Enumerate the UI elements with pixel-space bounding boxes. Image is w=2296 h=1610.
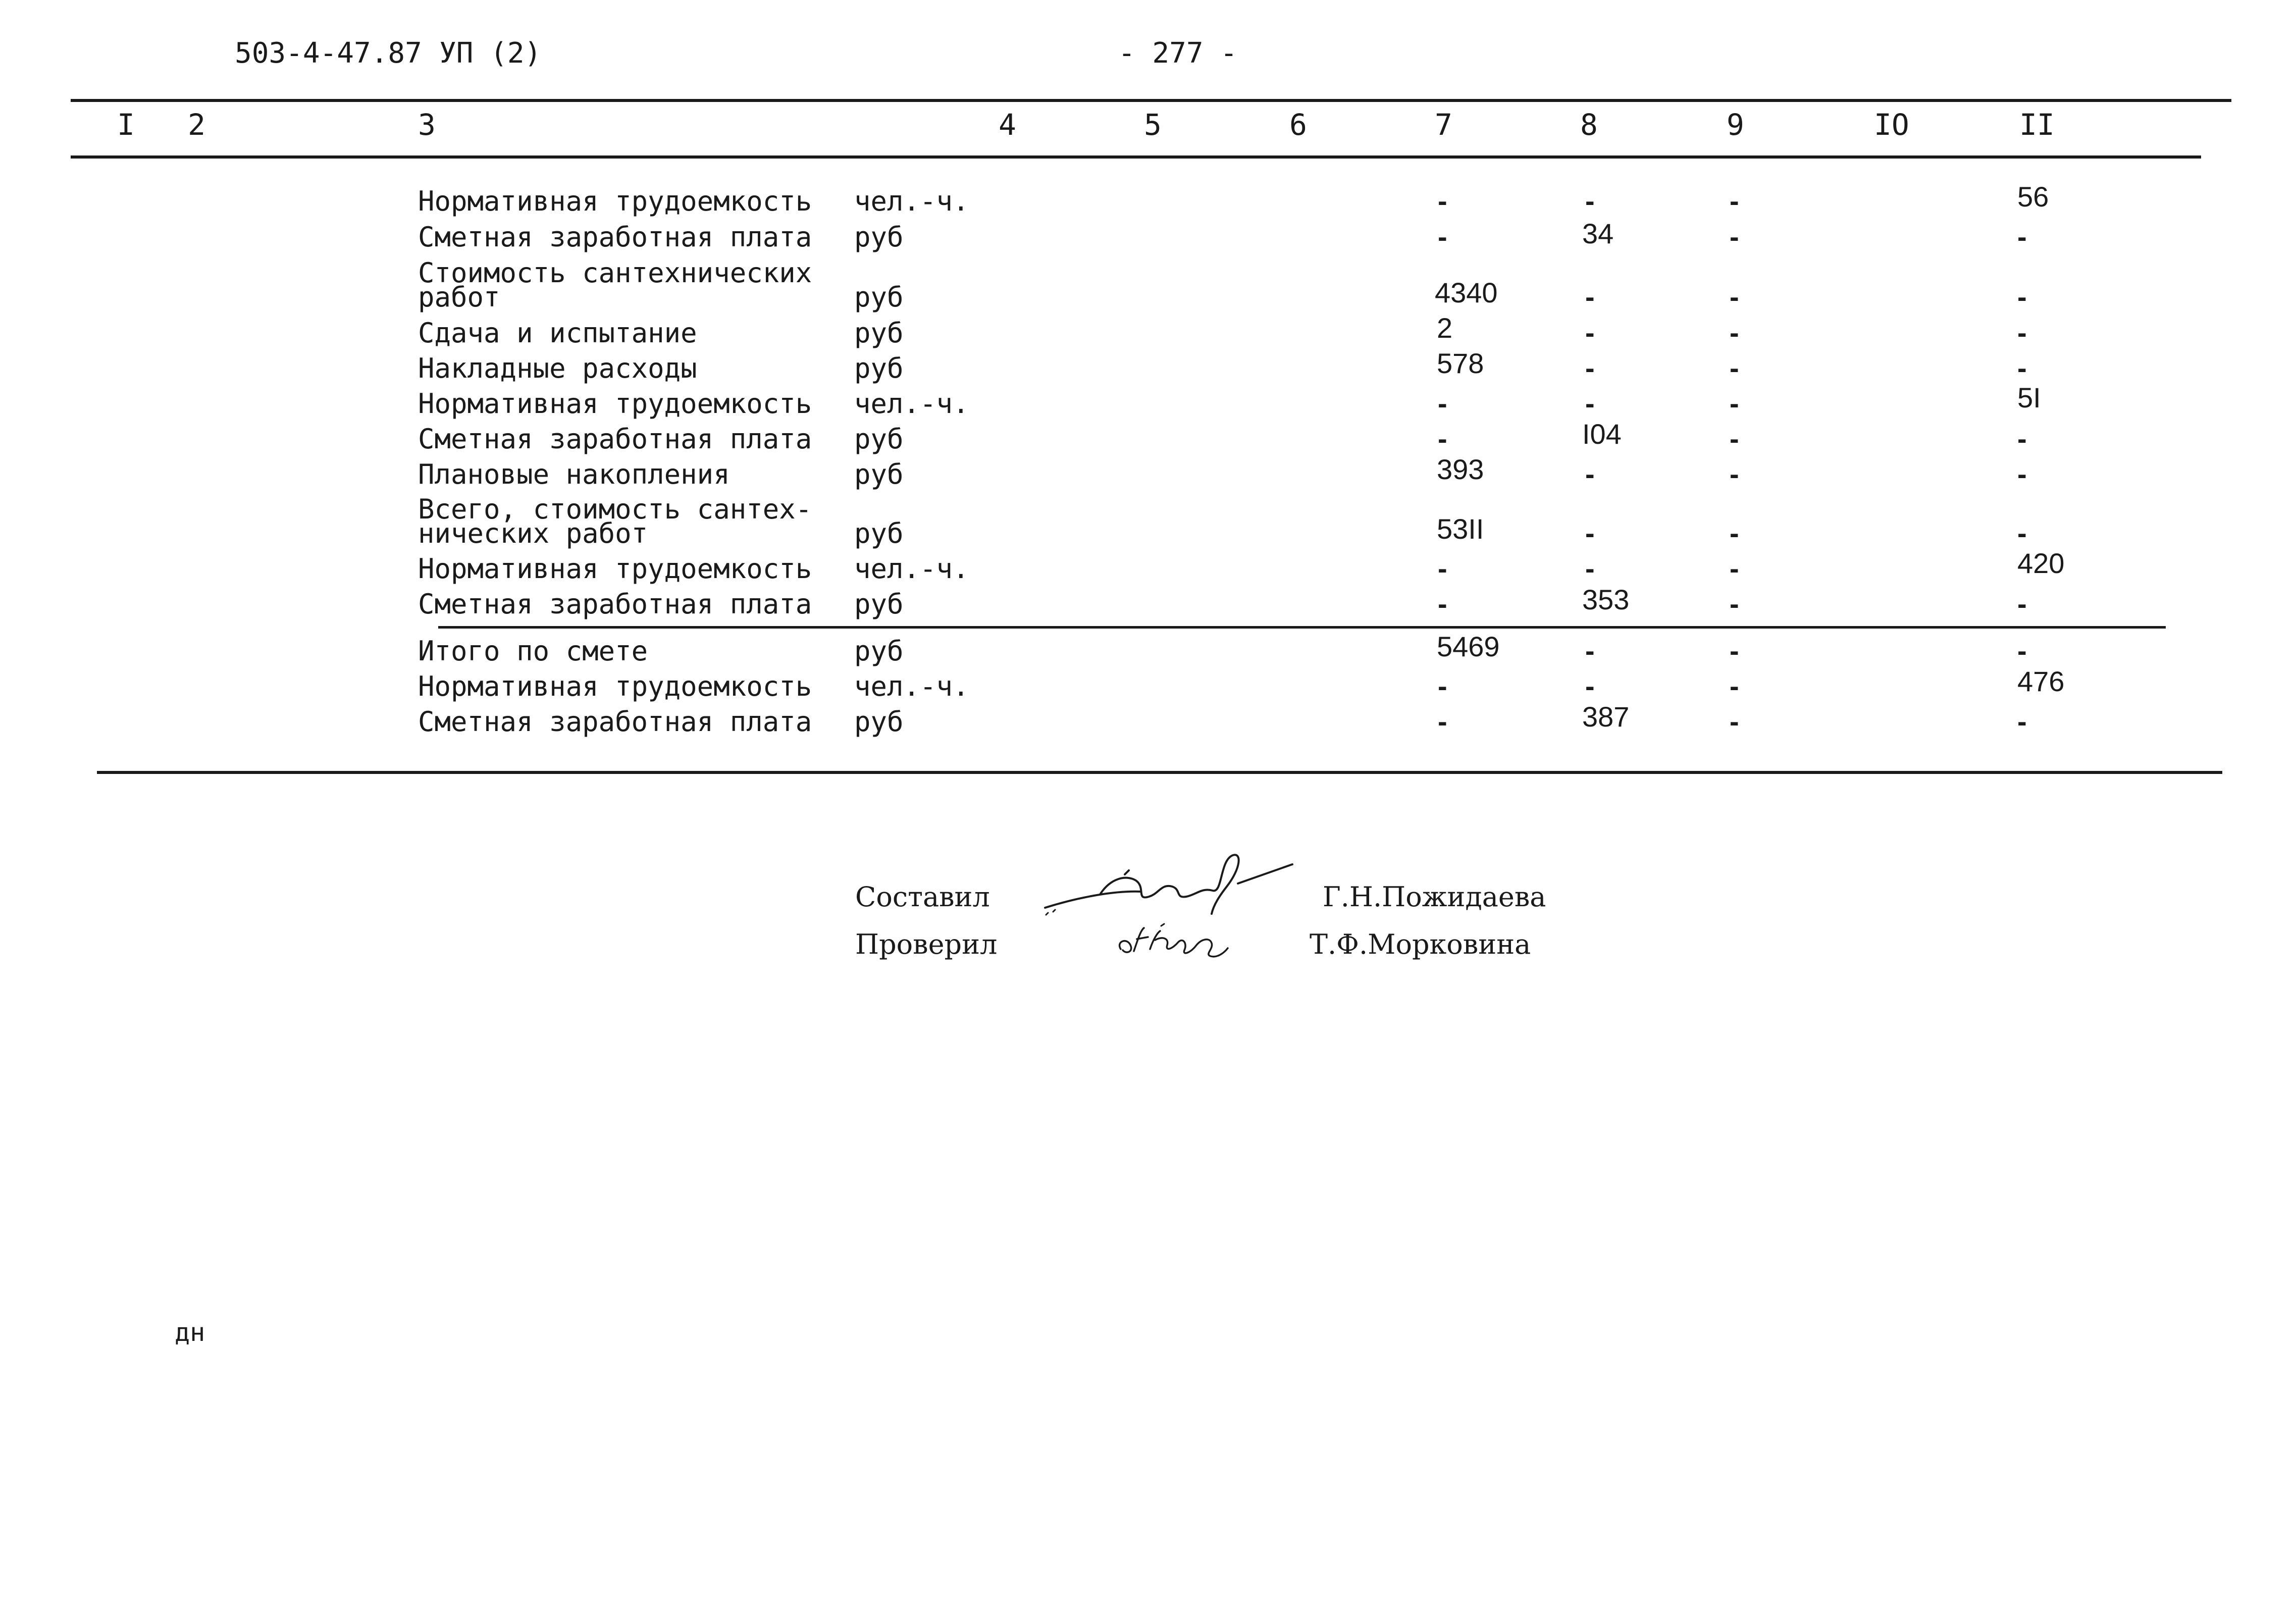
col8-value: - <box>1585 517 1595 549</box>
col7-value: 4340 <box>1435 277 1498 308</box>
row-description: Нормативная трудоемкость <box>418 553 812 585</box>
col11-value: - <box>2017 458 2027 490</box>
col8-value: - <box>1585 458 1595 490</box>
column-number: II <box>2019 108 2055 142</box>
row-description: Плановые накопления <box>418 458 730 490</box>
col7-value: 53II <box>1437 513 1484 545</box>
col8-value: 387 <box>1582 701 1630 733</box>
row-description: Сдача и испытание <box>418 317 697 349</box>
row-description: Сметная заработная плата <box>418 423 812 455</box>
col9-value: - <box>1730 458 1739 490</box>
col11-value: - <box>2017 423 2027 454</box>
col9-value: - <box>1730 423 1739 454</box>
col8-value: 34 <box>1582 218 1614 249</box>
row-description-cont: работ <box>418 281 500 313</box>
row-unit: чел.-ч. <box>854 388 969 420</box>
col8-value: 353 <box>1582 584 1630 615</box>
row-description: Нормативная трудоемкость <box>418 670 812 702</box>
column-number: I <box>117 108 135 142</box>
column-number: 5 <box>1144 108 1162 142</box>
column-number: 2 <box>188 108 205 142</box>
row-unit: руб <box>854 352 904 384</box>
col8-value: I04 <box>1582 418 1622 450</box>
column-number: 8 <box>1580 108 1598 142</box>
col11-value: - <box>2017 352 2027 384</box>
table-bottom-rule <box>97 771 2222 774</box>
checked-by-label: Проверил <box>855 928 998 960</box>
col11-value: - <box>2017 517 2027 549</box>
col7-value: 2 <box>1437 312 1453 344</box>
compiled-by-name: Г.Н.Пожидаева <box>1323 881 1546 913</box>
col8-value: - <box>1585 281 1595 313</box>
column-number: 3 <box>418 108 436 142</box>
col7-value: - <box>1438 185 1447 217</box>
row-description: Нормативная трудоемкость <box>418 185 812 217</box>
col7-value: 5469 <box>1437 631 1500 662</box>
row-unit: чел.-ч. <box>854 670 969 702</box>
checked-by-name: Т.Ф.Морковина <box>1310 928 1531 960</box>
col8-value: - <box>1585 185 1595 217</box>
col8-value: - <box>1585 387 1595 419</box>
column-number: 7 <box>1435 108 1452 142</box>
handwritten-signature-checked <box>1111 919 1242 964</box>
table-top-rule <box>71 99 2231 102</box>
col8-value: - <box>1585 635 1595 666</box>
document-code: 503-4-47.87 <box>235 37 422 70</box>
col9-value: - <box>1730 281 1739 313</box>
col7-value: - <box>1438 670 1447 702</box>
col9-value: - <box>1730 185 1739 217</box>
row-description: Всего, стоимость сантех- <box>418 493 812 525</box>
handwritten-signature-compiled <box>1040 848 1302 924</box>
col7-value: - <box>1438 387 1447 419</box>
col7-value: 578 <box>1437 347 1484 379</box>
col11-value: 420 <box>2017 547 2065 579</box>
row-description: Нормативная трудоемкость <box>418 388 812 420</box>
col7-value: - <box>1438 552 1447 584</box>
row-unit: чел.-ч. <box>854 553 969 585</box>
col9-value: - <box>1730 705 1739 737</box>
col11-value: - <box>2017 635 2027 666</box>
col9-value: - <box>1730 635 1739 666</box>
row-unit: руб <box>854 635 904 667</box>
row-description: Стоимость сантехнических <box>418 257 812 289</box>
row-description-cont: нических работ <box>418 517 648 549</box>
row-description: Накладные расходы <box>418 352 697 384</box>
footer-mark: дн <box>175 1318 205 1347</box>
col11-value: - <box>2017 317 2027 348</box>
col7-value: - <box>1438 705 1447 737</box>
column-number: 9 <box>1727 108 1744 142</box>
col8-value: - <box>1585 352 1595 384</box>
row-unit: руб <box>854 317 904 349</box>
row-unit: руб <box>854 221 904 253</box>
col11-value: 5I <box>2017 382 2041 413</box>
col11-value: - <box>2017 281 2027 313</box>
row-unit: руб <box>854 588 904 620</box>
col11-value: 56 <box>2017 181 2049 213</box>
row-unit: руб <box>854 281 904 313</box>
column-number: IO <box>1874 108 1909 142</box>
section-code: УП (2) <box>439 37 542 70</box>
column-number: 4 <box>999 108 1016 142</box>
compiled-by-label: Составил <box>855 881 990 913</box>
col11-value: 476 <box>2017 665 2065 697</box>
row-description: Итого по смете <box>418 635 648 667</box>
row-description: Сметная заработная плата <box>418 588 812 620</box>
col9-value: - <box>1730 317 1739 348</box>
col11-value: - <box>2017 588 2027 619</box>
col11-value: - <box>2017 705 2027 737</box>
col9-value: - <box>1730 670 1739 702</box>
column-number: 6 <box>1289 108 1307 142</box>
col9-value: - <box>1730 387 1739 419</box>
col9-value: - <box>1730 352 1739 384</box>
col8-value: - <box>1585 552 1595 584</box>
row-description: Сметная заработная плата <box>418 706 812 738</box>
page-number: - 277 - <box>1118 37 1238 70</box>
row-unit: чел.-ч. <box>854 185 969 217</box>
row-unit: руб <box>854 706 904 738</box>
col9-value: - <box>1730 221 1739 252</box>
col9-value: - <box>1730 588 1739 619</box>
col8-value: - <box>1585 317 1595 348</box>
row-unit: руб <box>854 517 904 549</box>
col7-value: - <box>1438 588 1447 619</box>
row-unit: руб <box>854 423 904 455</box>
col11-value: - <box>2017 221 2027 252</box>
col7-value: 393 <box>1437 453 1484 485</box>
subtotal-rule <box>438 626 2166 629</box>
column-header-bottom-rule <box>71 155 2201 159</box>
col9-value: - <box>1730 552 1739 584</box>
col9-value: - <box>1730 517 1739 549</box>
col7-value: - <box>1438 221 1447 252</box>
row-unit: руб <box>854 458 904 490</box>
row-description: Сметная заработная плата <box>418 221 812 253</box>
col8-value: - <box>1585 670 1595 702</box>
col7-value: - <box>1438 423 1447 454</box>
